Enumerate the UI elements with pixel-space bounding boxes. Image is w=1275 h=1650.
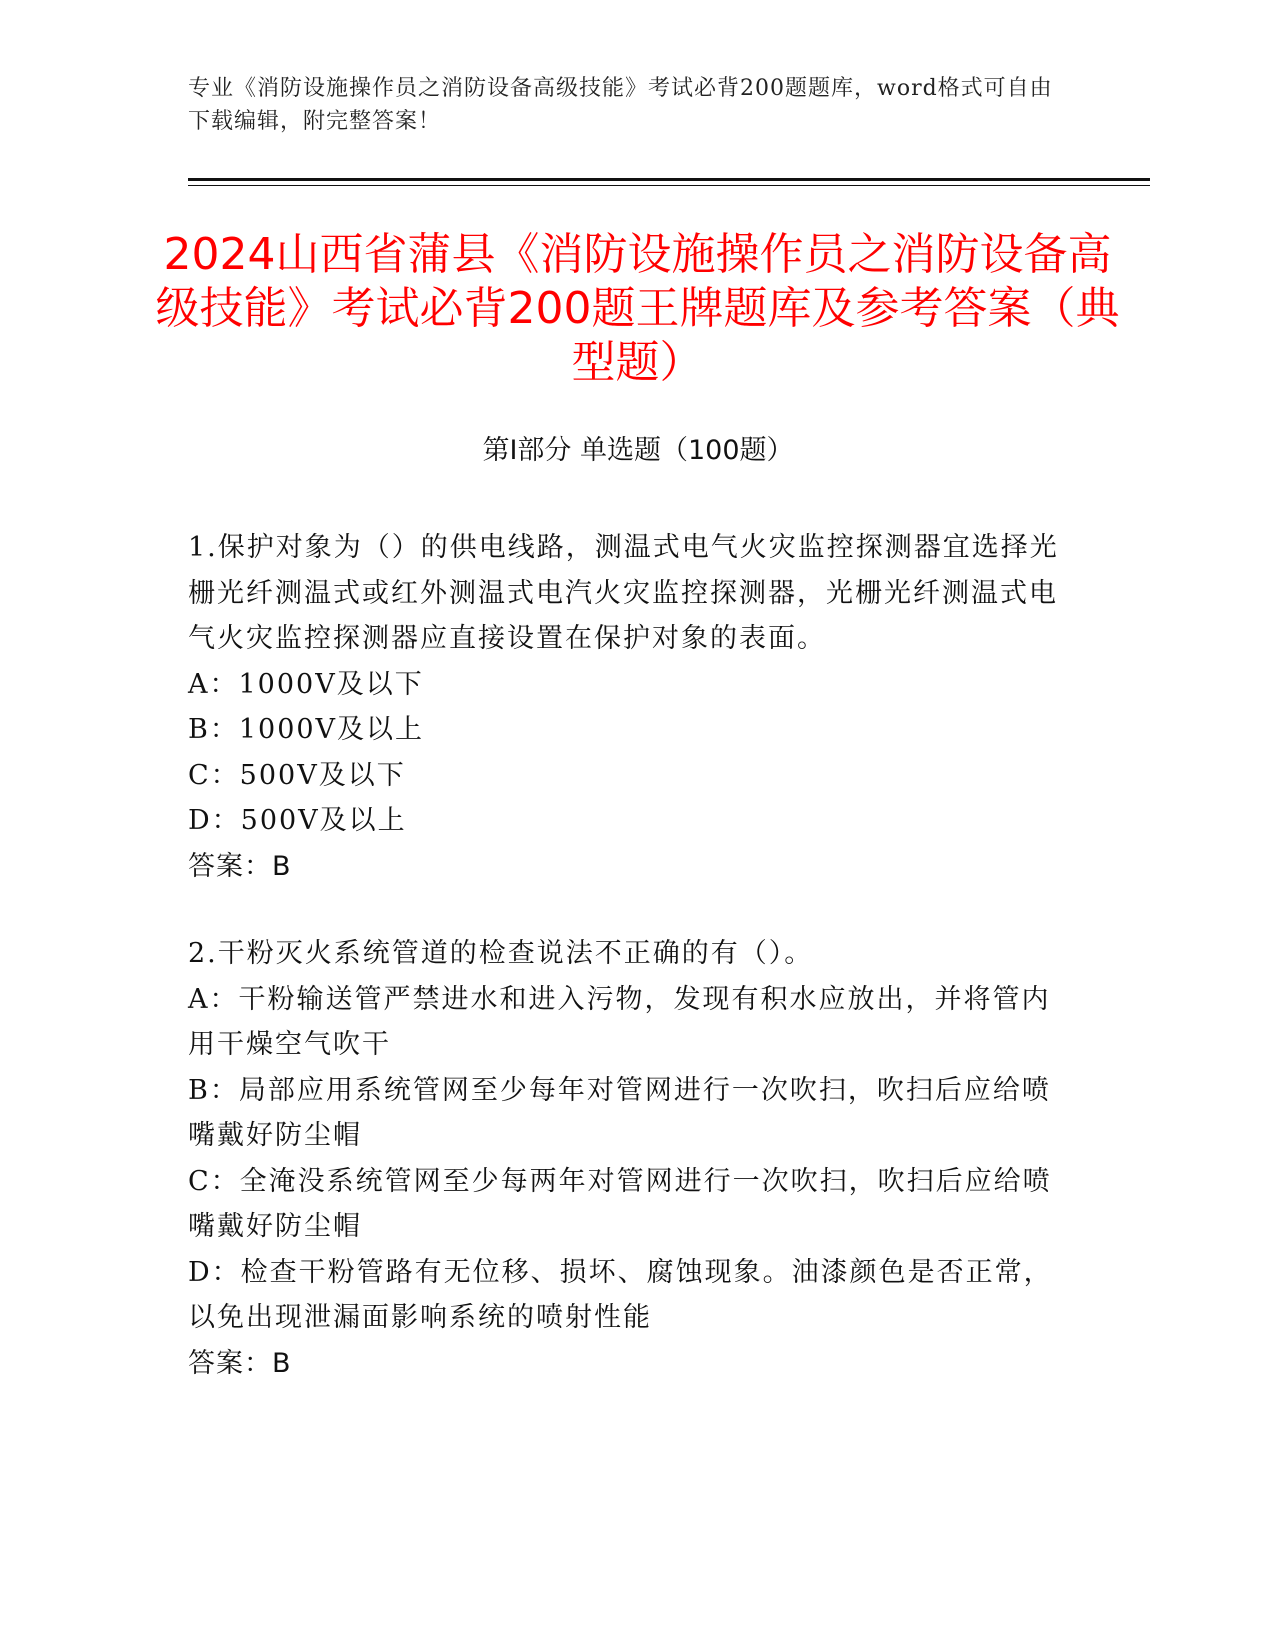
option-c: C：500V及以下: [188, 759, 406, 791]
header-divider-thin: [188, 185, 1150, 186]
option-b: B：局部应用系统管网至少每年对管网进行一次吹扫，吹扫后应给喷嘴戴好防尘帽: [188, 1074, 1051, 1151]
answer-line: 答案：B: [188, 850, 292, 882]
option-a: A：干粉输送管严禁进水和进入污物，发现有积水应放出，并将管内用干燥空气吹干: [188, 983, 1051, 1060]
question-stem: 1.保护对象为（）的供电线路，测温式电气火灾监控探测器宜选择光栅光纤测温式或红外测温式电汽火灾监控探测器，光栅光纤测温式电气火灾监控探测器应直接设置在保护对象的表面。: [188, 532, 1059, 654]
question-block: [188, 931, 1063, 1386]
option-d: D：500V及以上: [188, 805, 407, 836]
option-b: B：1000V及以上: [188, 714, 425, 745]
question-block: [188, 525, 1063, 889]
header-note: 专业《消防设施操作员之消防设备高级技能》考试必背200题题库，word格式可自由下载编辑，附完整答案！: [188, 76, 1053, 134]
question-stem: 2.干粉灭火系统管道的检查说法不正确的有（）。: [188, 938, 814, 969]
document-title: 2024山西省蒲县《消防设施操作员之消防设备高级技能》考试必背200题王牌题库及参考答案（典型题）: [155, 229, 1120, 388]
option-a: A：1000V及以下: [188, 668, 424, 700]
option-d: D：检查干粉管路有无位移、损坏、腐蚀现象。油漆颜色是否正常，以免出现泄漏面影响系统的喷射性能: [188, 1256, 1053, 1333]
header-divider-thick: [188, 178, 1150, 181]
answer-line: 答案：B: [188, 1347, 292, 1379]
option-c: C：全淹没系统管网至少每两年对管网进行一次吹扫，吹扫后应给喷嘴戴好防尘帽: [188, 1165, 1052, 1242]
section-heading: 第I部分 单选题（100题）: [482, 435, 794, 466]
